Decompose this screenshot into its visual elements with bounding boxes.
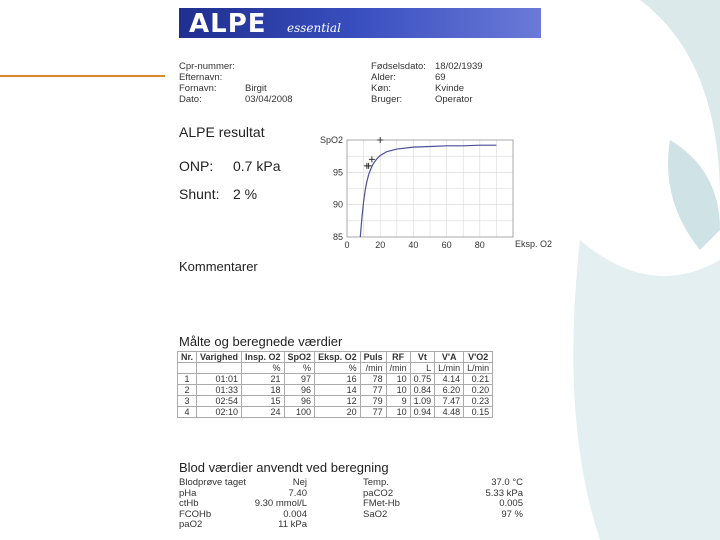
table-cell: 79 (360, 396, 386, 407)
x-axis-label: Eksp. O2 (515, 239, 553, 249)
table-cell: 01:01 (197, 374, 242, 385)
blood-label: Temp. (363, 477, 389, 488)
table-body (178, 363, 493, 418)
table-cell: 10 (386, 407, 410, 418)
unit-cell: L/min (435, 363, 464, 374)
x-tick-label: 0 (344, 240, 350, 250)
table-units-row (178, 363, 493, 374)
col-header: Vt (410, 352, 435, 363)
y-axis-label: SpO2 (319, 135, 343, 145)
blood-label: FCOHb (179, 508, 212, 520)
measure-heading: Målte og beregnede værdier (179, 334, 343, 349)
info-row: Fødselsdato: 18/02/1939 (371, 61, 483, 72)
report-document (165, 0, 553, 530)
blood-value: 5.33 kPa (485, 487, 523, 499)
blood-value: 7.40 (288, 487, 307, 499)
blood-row (179, 510, 539, 521)
blood-row (179, 489, 539, 500)
blood-label: pHa (179, 487, 197, 499)
shunt-result (179, 186, 258, 202)
table-cell: 4.48 (435, 407, 464, 418)
col-header: SpO2 (284, 352, 315, 363)
table-cell: 77 (360, 385, 386, 396)
shunt-label: Shunt: (179, 186, 220, 202)
blood-label: paCO2 (363, 487, 394, 499)
table-cell: 0.23 (464, 396, 493, 407)
onp-value: 0.7 kPa (233, 158, 281, 174)
table-cell: 100 (284, 407, 315, 418)
unit-cell: % (242, 363, 285, 374)
alpe-logo: ALPE (189, 9, 267, 39)
info-row: Fornavn: Birgit (179, 83, 267, 94)
info-row: Alder: 69 (371, 72, 446, 83)
blood-row (179, 499, 539, 510)
col-header: V'O2 (464, 352, 493, 363)
blood-value: Nej (292, 477, 307, 488)
blood-value: 9.30 mmol/L (254, 498, 307, 509)
blood-label: paO2 (179, 519, 203, 530)
y-tick-label: 90 (332, 199, 343, 210)
info-row: Efternavn: (179, 72, 223, 83)
col-header: Insp. O2 (242, 352, 285, 363)
blood-row (179, 478, 539, 489)
spo2-curve (360, 145, 496, 237)
table-cell: 97 (284, 374, 315, 385)
spo2-chart-svg (313, 128, 553, 258)
col-header: V'A (435, 352, 464, 363)
x-tick-label: 80 (474, 240, 485, 250)
table-cell: 3 (178, 396, 197, 407)
info-row: Bruger: Operator (371, 94, 473, 105)
x-tick-label: 60 (441, 240, 452, 250)
table-cell: 20 (315, 407, 361, 418)
col-header: Eksp. O2 (315, 352, 361, 363)
data-point (377, 137, 383, 143)
table-cell: 0.84 (410, 385, 435, 396)
col-header: RF (386, 352, 410, 363)
alpe-banner (179, 8, 541, 38)
table-cell: 4 (178, 407, 197, 418)
table-cell: 10 (386, 374, 410, 385)
table-cell: 01:33 (197, 385, 242, 396)
blood-value: 11 kPa (278, 519, 307, 530)
patient-info-right (371, 61, 483, 105)
table-cell: 96 (284, 396, 315, 407)
comment-heading: Kommentarer (179, 259, 258, 274)
blood-row (179, 520, 539, 531)
y-tick-label: 95 (332, 167, 343, 178)
blood-label: Blodprøve taget (179, 477, 247, 488)
accent-rule (0, 75, 170, 77)
col-header: Varighed (197, 352, 242, 363)
table-cell: 14 (315, 385, 361, 396)
table-cell: 9 (386, 396, 410, 407)
onp-label: ONP: (179, 158, 214, 174)
table-cell: 2 (178, 385, 197, 396)
table-cell: 12 (315, 396, 361, 407)
x-tick-label: 20 (375, 240, 386, 250)
blood-values (179, 478, 539, 530)
info-row: Køn: Kvinde (371, 83, 465, 94)
background-decoration (520, 0, 720, 540)
table-row (178, 374, 493, 385)
table-row (178, 407, 493, 418)
table-cell: 10 (386, 385, 410, 396)
unit-cell: /min (386, 363, 410, 374)
unit-cell: L/min (464, 363, 493, 374)
table-row (178, 385, 493, 396)
alpe-subtitle: essential (287, 21, 341, 35)
patient-info-left (179, 61, 293, 105)
col-header: Puls (360, 352, 386, 363)
x-tick-label: 40 (408, 240, 419, 250)
table-cell: 1 (178, 374, 197, 385)
spo2-chart (313, 128, 553, 258)
table-cell: 0.15 (464, 407, 493, 418)
table-cell: 16 (315, 374, 361, 385)
blood-value: 97 % (501, 508, 523, 520)
table-cell: 1.09 (410, 396, 435, 407)
blood-heading: Blod værdier anvendt ved beregning (179, 460, 389, 475)
table-header-row (178, 352, 493, 363)
table-cell: 0.20 (464, 385, 493, 396)
table-cell: 7.47 (435, 396, 464, 407)
table-cell: 02:10 (197, 407, 242, 418)
table-cell: 24 (242, 407, 285, 418)
blood-value: 37.0 °C (491, 477, 523, 488)
unit-cell (197, 363, 242, 374)
shunt-value: 2 % (233, 186, 258, 202)
table-cell: 6.20 (435, 385, 464, 396)
blood-label: ctHb (179, 498, 199, 509)
table-cell: 21 (242, 374, 285, 385)
unit-cell: /min (360, 363, 386, 374)
blood-label: FMet-Hb (363, 498, 400, 509)
table-cell: 15 (242, 396, 285, 407)
info-row: Cpr-nummer: (179, 61, 235, 72)
table-cell: 0.21 (464, 374, 493, 385)
table-cell: 77 (360, 407, 386, 418)
table-cell: 96 (284, 385, 315, 396)
measurement-table (177, 351, 493, 418)
unit-cell: L (410, 363, 435, 374)
blood-label: SaO2 (363, 508, 388, 520)
table-cell: 02:54 (197, 396, 242, 407)
col-header: Nr. (178, 352, 197, 363)
blood-value: 0.004 (283, 508, 307, 520)
info-row: Dato: 03/04/2008 (179, 94, 293, 105)
table-cell: 0.94 (410, 407, 435, 418)
unit-cell: % (315, 363, 361, 374)
table-cell: 78 (360, 374, 386, 385)
onp-result (179, 158, 281, 174)
unit-cell: % (284, 363, 315, 374)
unit-cell (178, 363, 197, 374)
blood-value: 0.005 (499, 498, 523, 509)
result-heading: ALPE resultat (179, 124, 265, 140)
table-cell: 18 (242, 385, 285, 396)
data-point (369, 156, 375, 162)
table-cell: 0.75 (410, 374, 435, 385)
table-cell: 4.14 (435, 374, 464, 385)
table-row (178, 396, 493, 407)
y-tick-label: 85 (332, 232, 343, 242)
